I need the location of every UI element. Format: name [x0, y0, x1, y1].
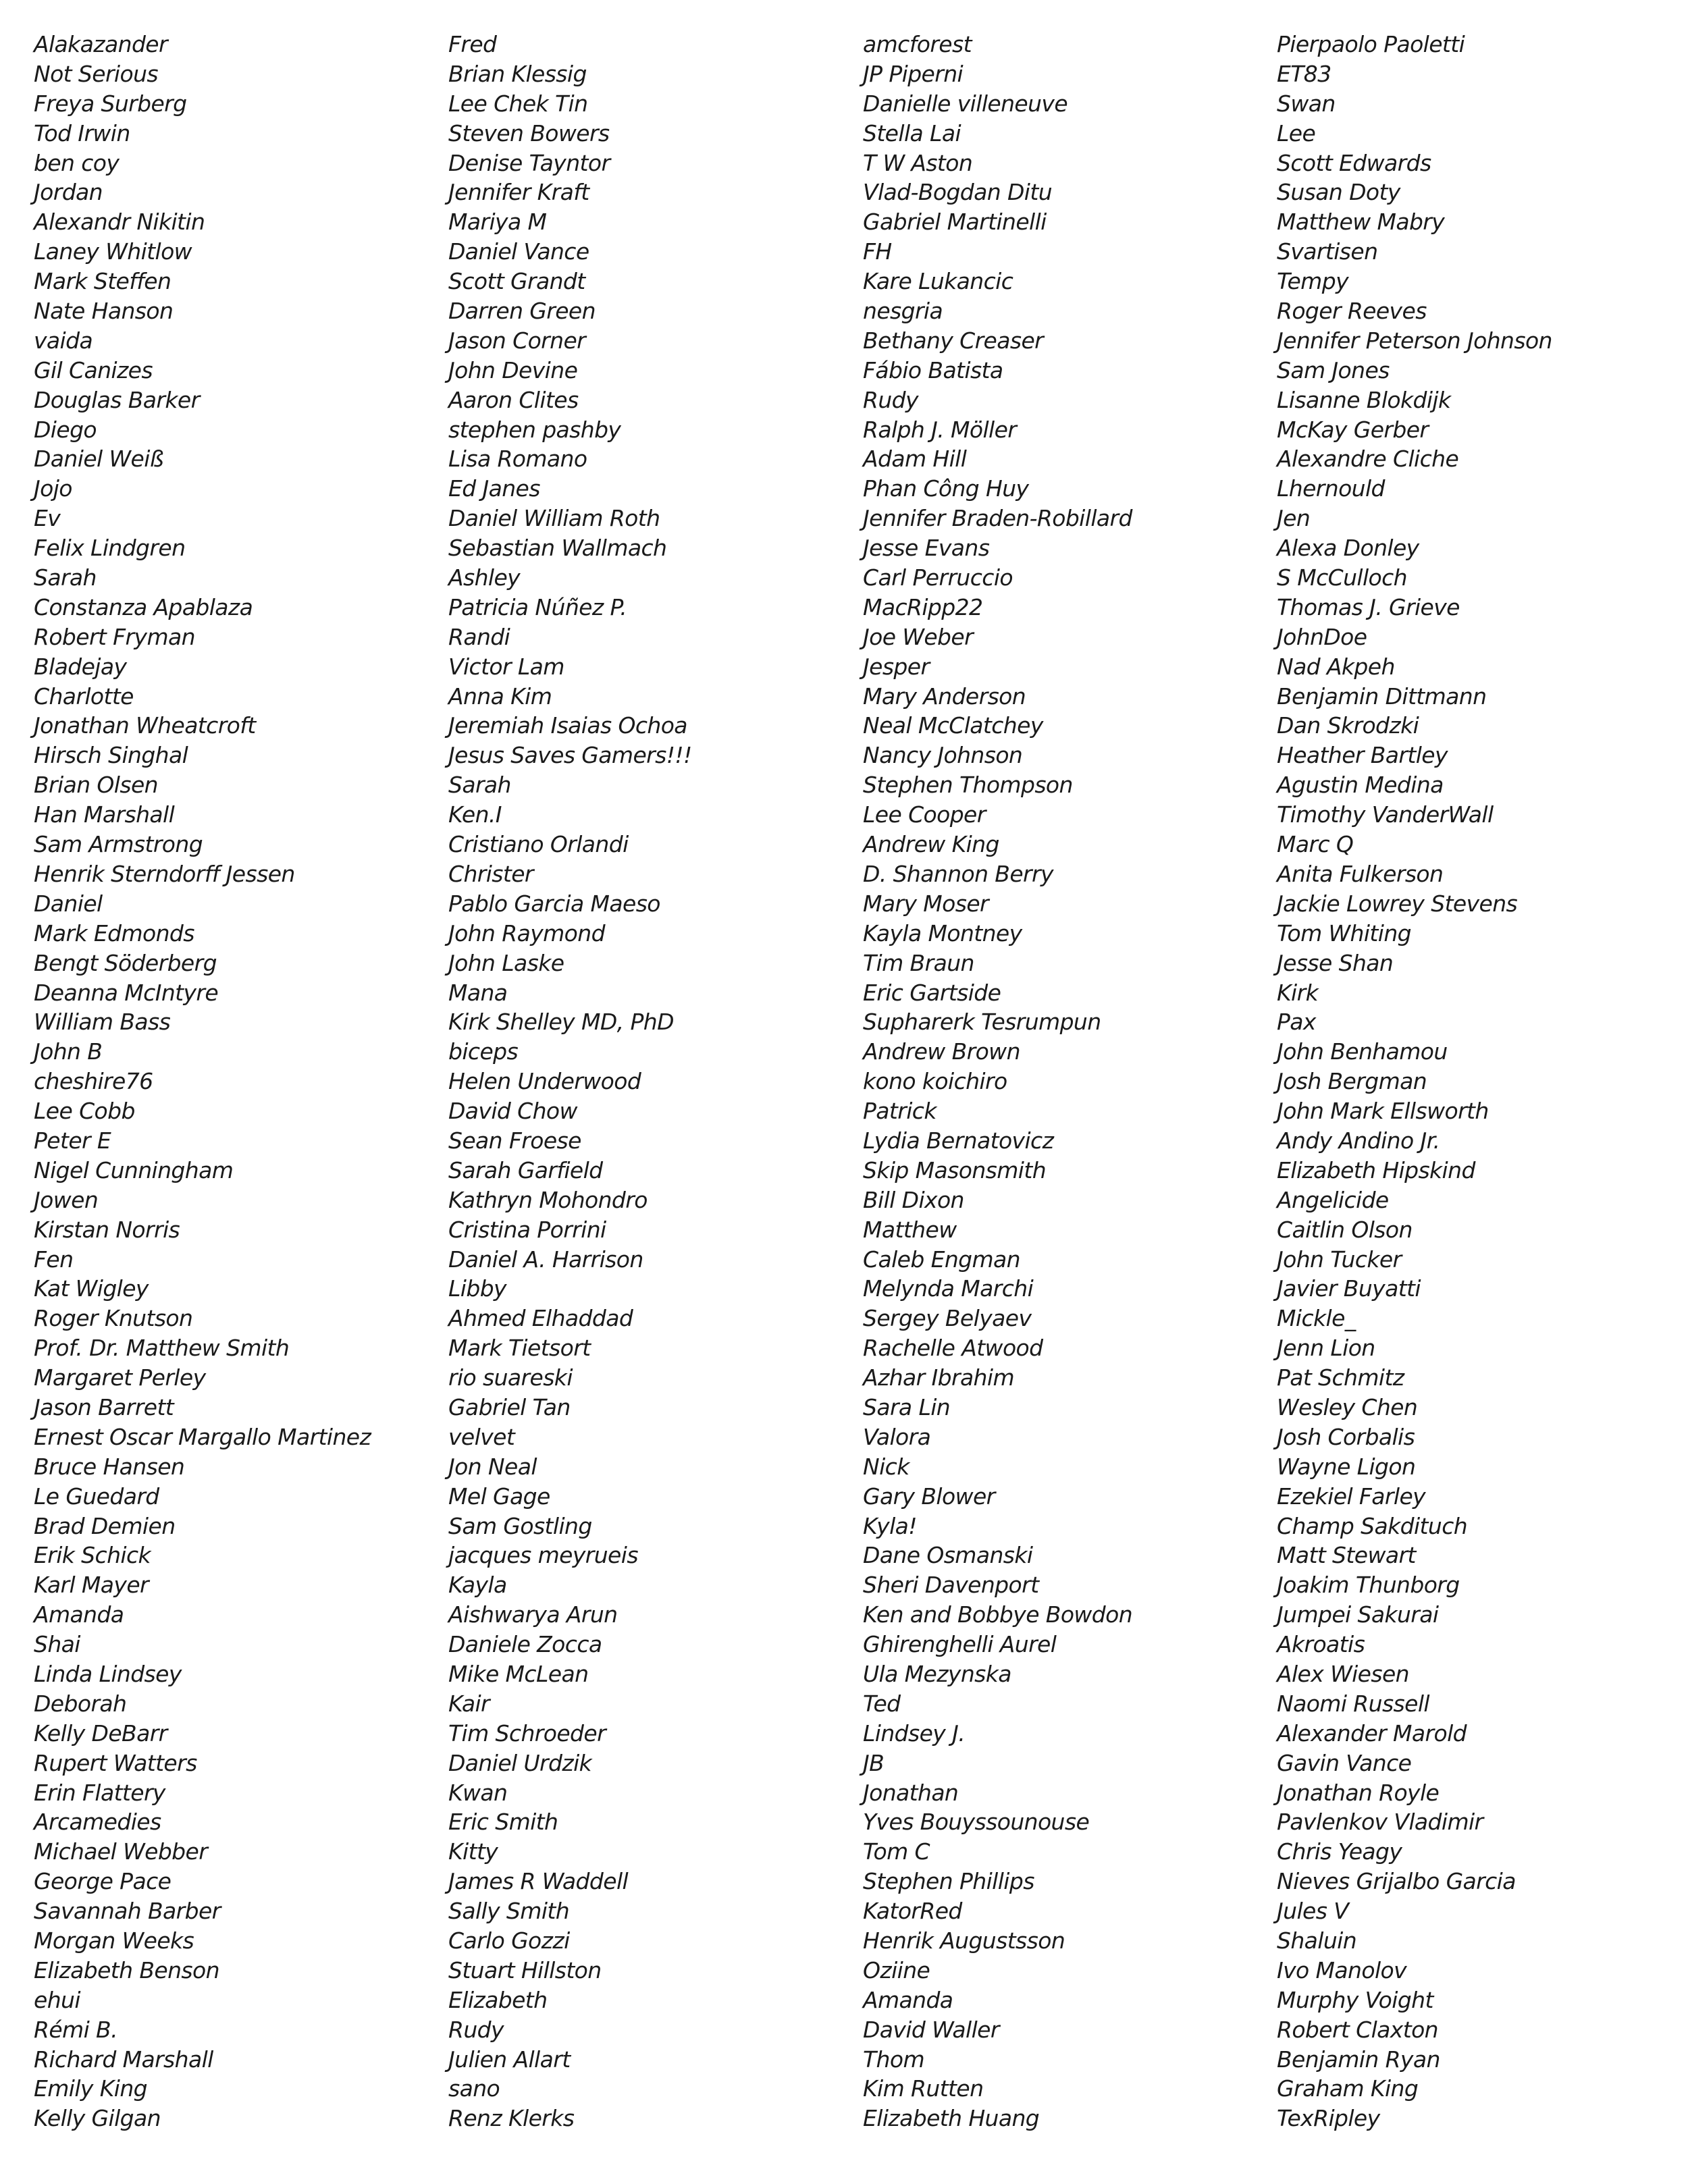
name-columns: [34, 30, 1674, 2156]
name-column-4: [1277, 30, 1682, 2133]
list-item: Lhernould: [1277, 475, 1385, 502]
list-item: Lindsey J.: [863, 1720, 966, 1747]
list-item: Graham King: [1277, 2075, 1419, 2102]
list-item: Ahmed Elhaddad: [448, 1305, 633, 1332]
list-item: Jennifer Kraft: [448, 179, 589, 206]
list-item: Akroatis: [1277, 1631, 1365, 1658]
list-item: David Waller: [863, 2016, 999, 2043]
list-item: nesgria: [863, 298, 943, 325]
list-item: Felix Lindgren: [34, 535, 186, 562]
list-item: Mary Moser: [863, 890, 989, 917]
list-item: Daniel: [34, 890, 103, 917]
list-item: Steven Bowers: [448, 119, 610, 147]
name-column-2: [448, 30, 853, 2133]
list-item: Ivo Manolov: [1277, 1956, 1407, 1983]
list-item: Cristina Porrini: [448, 1216, 606, 1243]
list-item: Randi: [448, 623, 510, 650]
list-item: Sam Jones: [1277, 356, 1390, 383]
list-item: Jonathan Wheatcroft: [34, 712, 256, 739]
list-item: Mary Anderson: [863, 683, 1026, 710]
list-item: Elizabeth Huang: [863, 2105, 1040, 2132]
list-item: Lee Cobb: [34, 1098, 135, 1125]
name-column-1: [34, 30, 439, 2133]
list-item: Kayla Montney: [863, 920, 1022, 947]
list-item: Yves Bouyssounouse: [863, 1809, 1090, 1836]
list-item: Carl Perruccio: [863, 564, 1013, 591]
list-item: John Mark Ellsworth: [1277, 1098, 1489, 1125]
list-item: Ev: [34, 505, 61, 532]
list-item: JohnDoe: [1277, 623, 1367, 650]
list-item: Sheri Davenport: [863, 1572, 1039, 1599]
list-item: Gavin Vance: [1277, 1749, 1412, 1776]
list-item: Kwan: [448, 1779, 508, 1806]
list-item: T W Aston: [863, 149, 973, 176]
list-item: Deanna McIntyre: [34, 979, 219, 1006]
list-item: Tim Braun: [863, 949, 974, 976]
list-item: Darren Green: [448, 298, 596, 325]
list-item: Patricia Núñez P.: [448, 593, 627, 620]
list-item: vaida: [34, 327, 93, 354]
list-item: Vlad-Bogdan Ditu: [863, 179, 1053, 206]
list-item: KatorRed: [863, 1898, 962, 1925]
list-item: Rémi B.: [34, 2016, 117, 2043]
list-item: Marc Q: [1277, 831, 1354, 858]
list-item: Ezekiel Farley: [1277, 1483, 1426, 1510]
list-item: Nieves Grijalbo Garcia: [1277, 1868, 1516, 1895]
list-item: Erin Flattery: [34, 1779, 165, 1806]
list-item: Jason Barrett: [34, 1393, 174, 1420]
list-item: Stephen Thompson: [863, 772, 1073, 799]
list-item: Alexander Marold: [1277, 1720, 1467, 1747]
list-item: Sam Gostling: [448, 1512, 592, 1539]
list-item: Aishwarya Arun: [448, 1601, 618, 1628]
list-item: JP Piperni: [863, 60, 964, 87]
list-item: McKay Gerber: [1277, 416, 1429, 443]
list-item: Richard Marshall: [34, 2046, 213, 2073]
list-item: Peter E: [34, 1127, 111, 1154]
list-item: Mariya M: [448, 209, 547, 236]
list-item: Caitlin Olson: [1277, 1216, 1413, 1243]
list-item: Daniel A. Harrison: [448, 1246, 643, 1273]
list-item: Jordan: [34, 179, 103, 206]
list-item: Skip Masonsmith: [863, 1156, 1047, 1183]
list-item: Karl Mayer: [34, 1572, 149, 1599]
list-item: Azhar Ibrahim: [863, 1364, 1014, 1391]
list-item: stephen pashby: [448, 416, 621, 443]
list-item: Jason Corner: [448, 327, 586, 354]
list-item: Tod Irwin: [34, 119, 130, 147]
list-item: Mana: [448, 979, 508, 1006]
list-item: Anna Kim: [448, 683, 552, 710]
list-item: Libby: [448, 1275, 506, 1302]
list-item: Phan Công Huy: [863, 475, 1029, 502]
list-item: Pat Schmitz: [1277, 1364, 1404, 1391]
list-item: Lisanne Blokdijk: [1277, 386, 1451, 413]
list-item: Nigel Cunningham: [34, 1156, 234, 1183]
list-item: Jowen: [34, 1186, 99, 1213]
list-item: Constanza Apablaza: [34, 593, 253, 620]
list-item: Tempy: [1277, 268, 1349, 295]
list-item: Margaret Perley: [34, 1364, 206, 1391]
list-item: Christer: [448, 860, 533, 887]
list-item: rio suareski: [448, 1364, 573, 1391]
list-item: Pablo Garcia Maeso: [448, 890, 660, 917]
list-item: Henrik Sterndorff Jessen: [34, 860, 295, 887]
list-item: Elizabeth Hipskind: [1277, 1156, 1475, 1183]
list-item: JB: [863, 1749, 885, 1776]
list-item: Josh Corbalis: [1277, 1423, 1415, 1450]
list-item: Valora: [863, 1423, 931, 1450]
list-item: Renz Klerks: [448, 2105, 575, 2132]
list-item: Bill Dixon: [863, 1186, 964, 1213]
list-item: Alex Wiesen: [1277, 1660, 1409, 1687]
list-item: Denise Tayntor: [448, 149, 610, 176]
list-item: Lee Cooper: [863, 801, 986, 828]
list-item: Jojo: [34, 475, 72, 502]
list-item: Benjamin Ryan: [1277, 2046, 1440, 2073]
list-item: Mark Steffen: [34, 268, 172, 295]
list-item: Stella Lai: [863, 119, 961, 147]
list-item: Anita Fulkerson: [1277, 860, 1444, 887]
list-item: Stuart Hillston: [448, 1956, 602, 1983]
list-item: Kair: [448, 1690, 490, 1717]
list-item: Robert Claxton: [1277, 2016, 1438, 2043]
list-item: Svartisen: [1277, 238, 1378, 265]
list-item: Cristiano Orlandi: [448, 831, 629, 858]
list-item: Charlotte: [34, 683, 134, 710]
list-item: Jesse Shan: [1277, 949, 1394, 976]
list-item: Brian Klessig: [448, 60, 587, 87]
list-item: Timothy VanderWall: [1277, 801, 1494, 828]
list-item: Alexa Donley: [1277, 535, 1419, 562]
list-item: Daniele Zocca: [448, 1631, 602, 1658]
list-item: Daniel Weiß: [34, 446, 163, 473]
list-item: Jon Neal: [448, 1453, 537, 1480]
list-item: Amanda: [34, 1601, 124, 1628]
list-item: Jesse Evans: [863, 535, 990, 562]
list-item: Emily King: [34, 2075, 148, 2102]
list-item: Danielle villeneuve: [863, 90, 1068, 117]
list-item: John Benhamou: [1277, 1038, 1448, 1065]
list-item: Rudy: [863, 386, 918, 413]
list-item: Shaluin: [1277, 1927, 1357, 1954]
list-item: Pierpaolo Paoletti: [1277, 31, 1465, 57]
list-item: Caleb Engman: [863, 1246, 1020, 1273]
list-item: Patrick: [863, 1098, 937, 1125]
list-item: Wesley Chen: [1277, 1393, 1418, 1420]
list-item: Thomas J. Grieve: [1277, 593, 1460, 620]
list-item: Rupert Watters: [34, 1749, 197, 1776]
list-item: Lisa Romano: [448, 446, 587, 473]
list-item: Ken and Bobbye Bowdon: [863, 1601, 1133, 1628]
list-item: Alexandre Cliche: [1277, 446, 1459, 473]
list-item: FH: [863, 238, 892, 265]
list-item: Mike McLean: [448, 1660, 589, 1687]
list-item: Morgan Weeks: [34, 1927, 194, 1954]
list-item: MacRipp22: [863, 593, 983, 620]
list-item: Han Marshall: [34, 801, 175, 828]
list-item: Sarah Garfield: [448, 1156, 603, 1183]
list-item: Jennifer Peterson Johnson: [1277, 327, 1552, 354]
list-item: Ken.I: [448, 801, 502, 828]
list-item: Aaron Clites: [448, 386, 579, 413]
list-item: Sarah: [34, 564, 97, 591]
list-item: Kelly Gilgan: [34, 2105, 161, 2132]
list-item: Deborah: [34, 1690, 127, 1717]
list-item: Eric Gartside: [863, 979, 1001, 1006]
list-item: jacques meyrueis: [448, 1542, 638, 1569]
list-item: TexRipley: [1277, 2105, 1380, 2132]
list-item: Shai: [34, 1631, 80, 1658]
list-item: Jennifer Braden-Robillard: [863, 505, 1132, 532]
list-item: Nad Akpeh: [1277, 653, 1395, 680]
list-item: Sean Froese: [448, 1127, 581, 1154]
list-item: Sebastian Wallmach: [448, 535, 667, 562]
list-item: Sam Armstrong: [34, 831, 203, 858]
list-item: sano: [448, 2075, 500, 2102]
list-item: Roger Reeves: [1277, 298, 1427, 325]
list-item: David Chow: [448, 1098, 577, 1125]
list-item: Nick: [863, 1453, 909, 1480]
list-item: Andrew Brown: [863, 1038, 1020, 1065]
list-item: Elizabeth Benson: [34, 1956, 219, 1983]
list-item: Javier Buyatti: [1277, 1275, 1421, 1302]
list-item: velvet: [448, 1423, 515, 1450]
list-item: Kirk: [1277, 979, 1319, 1006]
list-item: Roger Knutson: [34, 1305, 193, 1332]
list-item: Susan Doty: [1277, 179, 1400, 206]
list-item: Kyla!: [863, 1512, 917, 1539]
list-item: Jenn Lion: [1277, 1335, 1375, 1362]
list-item: Jonathan Royle: [1277, 1779, 1440, 1806]
name-column-3: [863, 30, 1268, 2133]
list-item: Mark Tietsort: [448, 1335, 591, 1362]
list-item: Matt Stewart: [1277, 1542, 1416, 1569]
list-item: Carlo Gozzi: [448, 1927, 570, 1954]
list-item: Dan Skrodzki: [1277, 712, 1419, 739]
list-item: Kare Lukancic: [863, 268, 1013, 295]
list-item: Jesper: [863, 653, 930, 680]
list-item: Sarah: [448, 772, 511, 799]
list-item: Scott Grandt: [448, 268, 585, 295]
list-item: John Tucker: [1277, 1246, 1402, 1273]
list-item: Bladejay: [34, 653, 127, 680]
list-item: Bruce Hansen: [34, 1453, 185, 1480]
list-item: Kirstan Norris: [34, 1216, 180, 1243]
list-item: S McCulloch: [1277, 564, 1407, 591]
list-item: Dane Osmanski: [863, 1542, 1033, 1569]
list-item: Kitty: [448, 1838, 498, 1865]
list-item: Kat Wigley: [34, 1275, 149, 1302]
list-item: Melynda Marchi: [863, 1275, 1034, 1302]
list-item: Stephen Phillips: [863, 1868, 1034, 1895]
list-item: Kelly DeBarr: [34, 1720, 167, 1747]
list-item: Alexandr Nikitin: [34, 209, 205, 236]
list-item: Agustin Medina: [1277, 772, 1444, 799]
list-item: Neal McClatchey: [863, 712, 1043, 739]
list-item: Swan: [1277, 90, 1336, 117]
list-item: Lydia Bernatovicz: [863, 1127, 1054, 1154]
list-item: Savannah Barber: [34, 1898, 221, 1925]
list-item: D. Shannon Berry: [863, 860, 1053, 887]
list-item: Ghirenghelli Aurel: [863, 1631, 1057, 1658]
list-item: Rudy: [448, 2016, 504, 2043]
list-item: Jumpei Sakurai: [1277, 1601, 1439, 1628]
list-item: Rachelle Atwood: [863, 1335, 1043, 1362]
list-item: Gabriel Martinelli: [863, 209, 1047, 236]
list-item: Julien Allart: [448, 2046, 571, 2073]
list-item: Tom Whiting: [1277, 920, 1411, 947]
list-item: Mickle_: [1277, 1305, 1356, 1332]
list-item: ET83: [1277, 60, 1331, 87]
list-item: Ed Janes: [448, 475, 540, 502]
list-item: Ralph J. Möller: [863, 416, 1017, 443]
list-item: Helen Underwood: [448, 1068, 641, 1095]
list-item: John Devine: [448, 356, 578, 383]
list-item: John Laske: [448, 949, 564, 976]
list-item: Sara Lin: [863, 1393, 951, 1420]
list-item: Gary Blower: [863, 1483, 995, 1510]
list-item: Fen: [34, 1246, 74, 1273]
list-item: Freya Surberg: [34, 90, 187, 117]
list-item: Gabriel Tan: [448, 1393, 571, 1420]
list-item: Champ Sakdituch: [1277, 1512, 1468, 1539]
list-item: Kathryn Mohondro: [448, 1186, 648, 1213]
list-item: cheshire76: [34, 1068, 153, 1095]
list-item: Ashley: [448, 564, 521, 591]
list-item: biceps: [448, 1038, 519, 1065]
list-item: Joakim Thunborg: [1277, 1572, 1460, 1599]
list-item: Daniel William Roth: [448, 505, 660, 532]
list-item: Matthew: [863, 1216, 957, 1243]
list-item: James R Waddell: [448, 1868, 629, 1895]
list-item: Diego: [34, 416, 97, 443]
list-item: Andrew King: [863, 831, 999, 858]
list-item: Erik Schick: [34, 1542, 151, 1569]
list-item: Ted: [863, 1690, 901, 1717]
list-item: Not Serious: [34, 60, 158, 87]
list-item: Alakazander: [34, 31, 167, 57]
list-item: Benjamin Dittmann: [1277, 683, 1487, 710]
list-item: Andy Andino Jr.: [1277, 1127, 1440, 1154]
list-item: Scott Edwards: [1277, 149, 1431, 176]
list-item: Gil Canizes: [34, 356, 153, 383]
list-item: ben coy: [34, 149, 120, 176]
list-item: Amanda: [863, 1986, 953, 2013]
list-item: Mel Gage: [448, 1483, 550, 1510]
list-item: George Pace: [34, 1868, 172, 1895]
list-item: Laney Whitlow: [34, 238, 192, 265]
list-item: Jeremiah Isaias Ochoa: [448, 712, 687, 739]
list-item: Ernest Oscar Margallo Martinez: [34, 1423, 371, 1450]
list-item: Nancy Johnson: [863, 742, 1023, 769]
list-item: Linda Lindsey: [34, 1660, 182, 1687]
list-item: Sergey Belyaev: [863, 1305, 1032, 1332]
list-item: Pax: [1277, 1009, 1316, 1036]
list-item: Prof. Dr. Matthew Smith: [34, 1335, 290, 1362]
list-item: Brad Demien: [34, 1512, 176, 1539]
list-item: Joe Weber: [863, 623, 974, 650]
list-item: Sally Smith: [448, 1898, 570, 1925]
list-item: Daniel Vance: [448, 238, 589, 265]
list-item: Jules V: [1277, 1898, 1349, 1925]
list-item: Hirsch Singhal: [34, 742, 188, 769]
list-item: Victor Lam: [448, 653, 564, 680]
list-item: Lee: [1277, 119, 1316, 147]
list-item: Daniel Urdzik: [448, 1749, 592, 1776]
list-item: Josh Bergman: [1277, 1068, 1427, 1095]
list-item: Douglas Barker: [34, 386, 200, 413]
list-item: Eric Smith: [448, 1809, 558, 1836]
list-item: Arcamedies: [34, 1809, 161, 1836]
list-item: ehui: [34, 1986, 80, 2013]
list-item: Tom C: [863, 1838, 930, 1865]
list-item: Fábio Batista: [863, 356, 1003, 383]
list-item: Fred: [448, 31, 497, 57]
list-item: Jackie Lowrey Stevens: [1277, 890, 1518, 917]
list-item: Nate Hanson: [34, 298, 174, 325]
list-item: Pavlenkov Vladimir: [1277, 1809, 1483, 1836]
list-item: Heather Bartley: [1277, 742, 1448, 769]
list-item: Wayne Ligon: [1277, 1453, 1416, 1480]
list-item: Ula Mezynska: [863, 1660, 1011, 1687]
list-item: Chris Yeagy: [1277, 1838, 1402, 1865]
list-item: Mark Edmonds: [34, 920, 194, 947]
list-item: Supharerk Tesrumpun: [863, 1009, 1101, 1036]
list-item: Kim Rutten: [863, 2075, 984, 2102]
list-item: Bengt Söderberg: [34, 949, 217, 976]
list-item: Jonathan: [863, 1779, 959, 1806]
list-item: Lee Chek Tin: [448, 90, 588, 117]
list-item: Bethany Creaser: [863, 327, 1044, 354]
list-item: Naomi Russell: [1277, 1690, 1429, 1717]
list-item: amcforest: [863, 31, 972, 57]
list-item: Kayla: [448, 1572, 507, 1599]
list-item: Oziine: [863, 1956, 930, 1983]
list-item: William Bass: [34, 1009, 171, 1036]
list-item: Jesus Saves Gamers!!!: [448, 742, 692, 769]
list-item: Elizabeth: [448, 1986, 548, 2013]
list-item: Michael Webber: [34, 1838, 208, 1865]
list-item: Kirk Shelley MD, PhD: [448, 1009, 674, 1036]
list-item: Matthew Mabry: [1277, 209, 1445, 236]
list-item: kono koichiro: [863, 1068, 1007, 1095]
list-item: Le Guedard: [34, 1483, 159, 1510]
list-item: Jen: [1277, 505, 1311, 532]
list-item: Henrik Augustsson: [863, 1927, 1065, 1954]
list-item: John Raymond: [448, 920, 605, 947]
list-item: Angelicide: [1277, 1186, 1389, 1213]
list-item: John B: [34, 1038, 103, 1065]
list-item: Robert Fryman: [34, 623, 195, 650]
list-item: Adam Hill: [863, 446, 967, 473]
list-item: Tim Schroeder: [448, 1720, 606, 1747]
list-item: Brian Olsen: [34, 772, 158, 799]
list-item: Thom: [863, 2046, 925, 2073]
list-item: Murphy Voight: [1277, 1986, 1433, 2013]
